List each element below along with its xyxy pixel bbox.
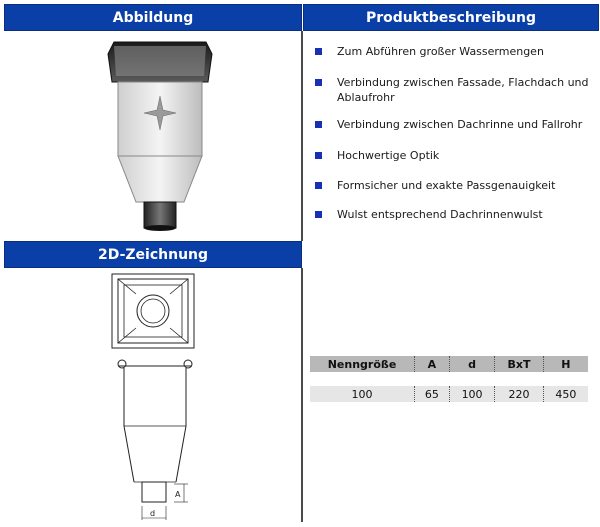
bullet-square-icon <box>315 152 322 159</box>
drawing-side-view <box>112 356 198 524</box>
bullet-square-icon <box>315 121 322 128</box>
header-2d-zeichnung: 2D-Zeichnung <box>4 241 302 268</box>
dimension-label-a: A <box>175 490 181 499</box>
feature-text: Wulst entsprechend Dachrinnenwulst <box>337 208 543 221</box>
cell-nenngroesse: 100 <box>310 386 415 402</box>
bullet-square-icon <box>315 182 322 189</box>
col-header: Nenngröße <box>310 356 415 372</box>
table-row <box>310 386 588 402</box>
bullet-square-icon <box>315 211 322 218</box>
spacer-row <box>310 372 588 386</box>
divider-vertical-top <box>301 31 303 241</box>
feature-text: Verbindung zwischen Fassade, Flachdach und Ablaufrohr <box>337 76 589 104</box>
cell-d: 100 <box>449 386 494 402</box>
feature-text: Formsicher und exakte Passgenauigkeit <box>337 179 556 192</box>
bullet-square-icon <box>315 48 322 55</box>
col-header: H <box>543 356 588 372</box>
product-photo <box>100 36 220 234</box>
spec-table-header-row <box>310 356 588 372</box>
spec-table <box>310 356 588 402</box>
header-produktbeschreibung: Produktbeschreibung <box>303 4 599 31</box>
divider-vertical-bottom <box>301 268 303 522</box>
bullet-square-icon <box>315 79 322 86</box>
feature-item <box>313 148 598 163</box>
feature-list <box>313 44 598 222</box>
feature-item <box>313 117 598 132</box>
feature-item <box>313 207 598 222</box>
feature-text: Zum Abführen großer Wassermengen <box>337 45 544 58</box>
col-header: A <box>415 356 450 372</box>
dimension-label-d: d <box>150 509 156 518</box>
feature-item <box>313 178 598 193</box>
col-header: d <box>449 356 494 372</box>
feature-item <box>313 44 598 59</box>
drawing-top-view <box>110 272 196 350</box>
feature-text: Hochwertige Optik <box>337 149 440 162</box>
feature-item <box>313 75 598 105</box>
cell-bxt: 220 <box>495 386 543 402</box>
feature-text: Verbindung zwischen Dachrinne und Fallrohr <box>337 118 583 131</box>
cell-h: 450 <box>543 386 588 402</box>
col-header: BxT <box>495 356 543 372</box>
cell-a: 65 <box>415 386 450 402</box>
header-abbildung: Abbildung <box>4 4 302 31</box>
